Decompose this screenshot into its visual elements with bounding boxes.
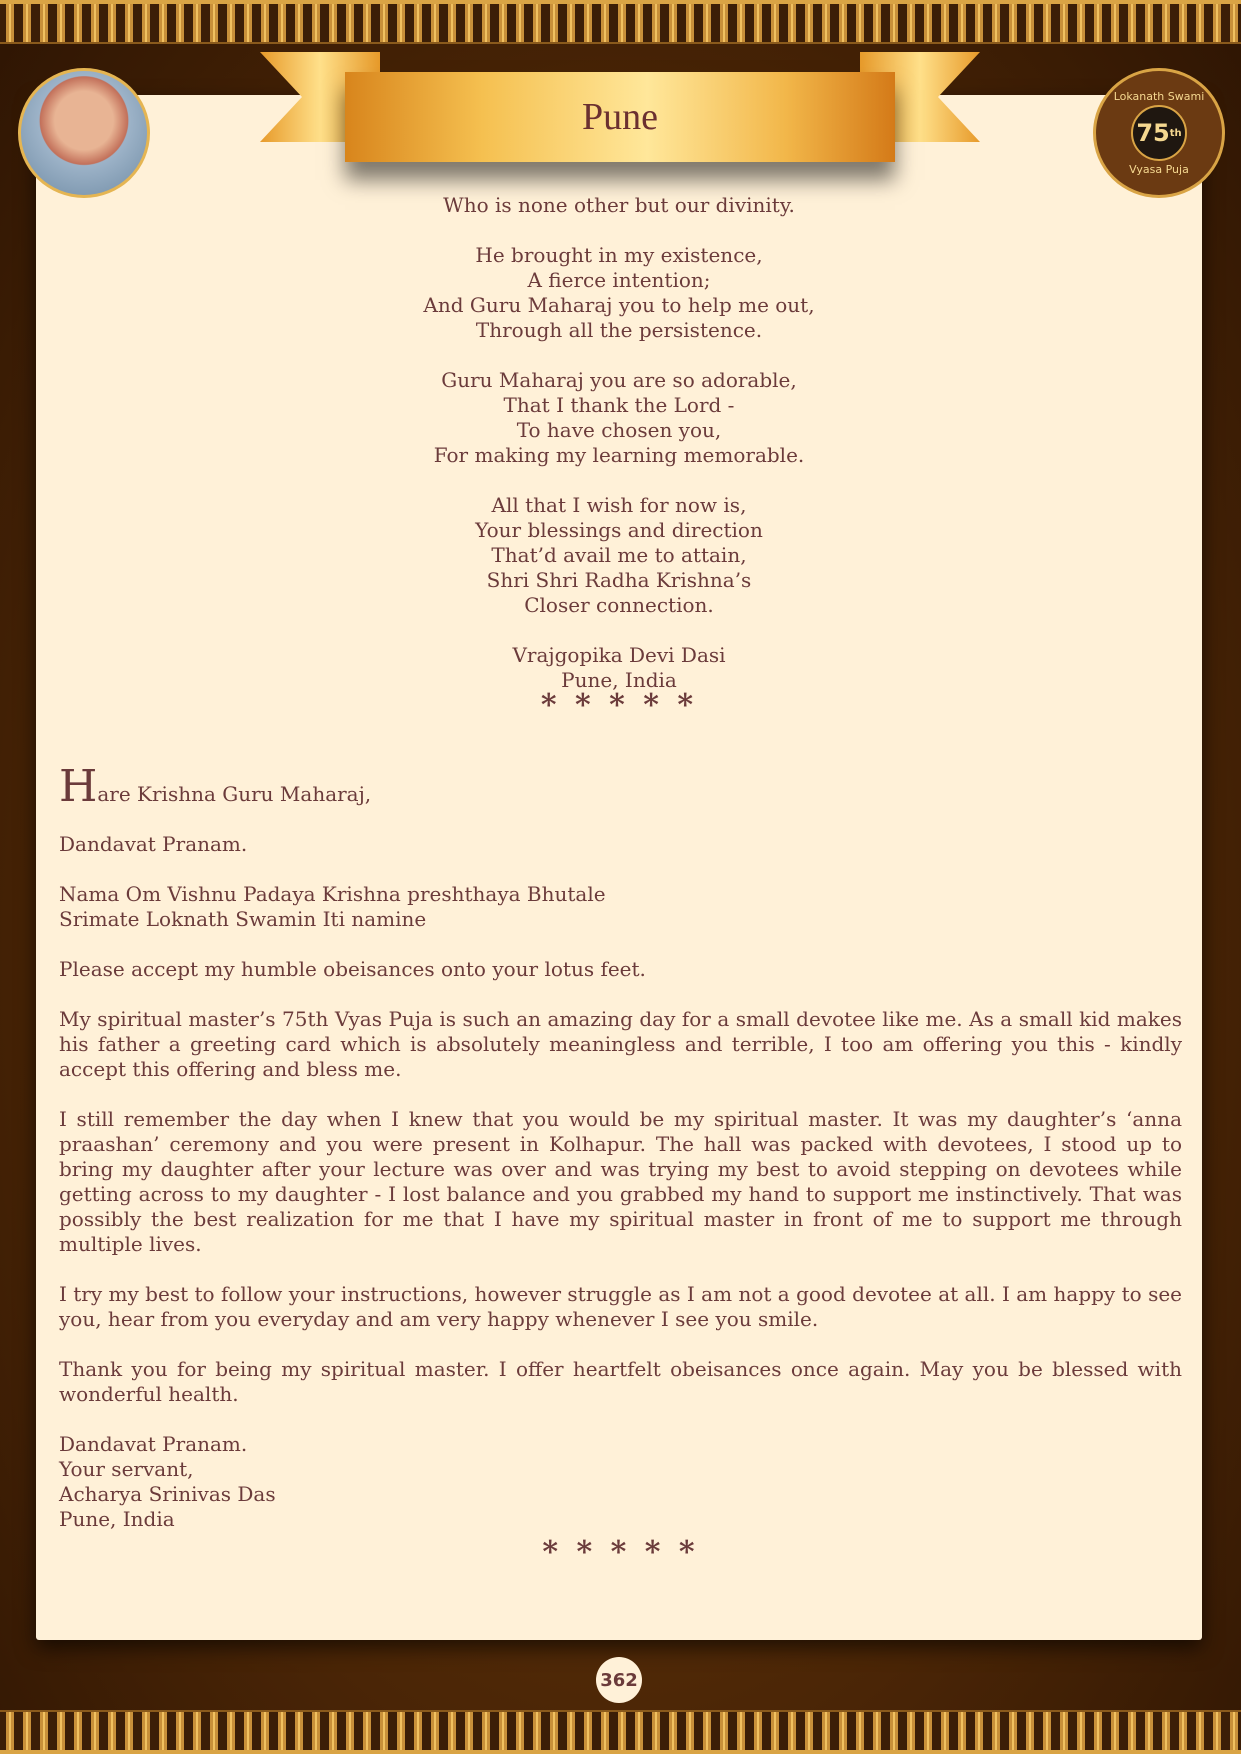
separator-stars: * * * * * <box>540 688 698 723</box>
poem-stanza <box>36 643 1202 693</box>
badge-number <box>1131 105 1187 161</box>
poem-line: For making my learning memorable. <box>433 443 805 467</box>
poem-stanza <box>36 368 1202 468</box>
page-title: Pune <box>582 96 658 138</box>
poem-line: A fierce intention; <box>527 268 711 292</box>
badge-bottom: Vyasa Puja <box>1129 163 1189 176</box>
poem-line: Through all the persistence. <box>475 318 763 342</box>
letter-line: Dandavat Pranam. <box>59 832 248 856</box>
letter-paragraph <box>59 1007 1182 1082</box>
poem-line: Shri Shri Radha Krishna’s <box>486 568 752 592</box>
vyasa-puja-badge <box>1093 68 1225 198</box>
greeting-text: are Krishna Guru Maharaj, <box>97 782 372 806</box>
poem-line: And Guru Maharaj you to help me out, <box>423 293 815 317</box>
poem-stanza <box>36 193 1202 218</box>
poem-line: All that I wish for now is, <box>491 493 747 517</box>
poem-line: To have chosen you, <box>516 418 722 442</box>
letter-line: Please accept my humble obeisances onto your lotus feet. <box>59 957 646 981</box>
badge-sup: th <box>1169 127 1182 139</box>
drop-cap: H <box>59 761 98 812</box>
letter-line: Srimate Loknath Swamin Iti namine <box>59 907 427 931</box>
badge-num-text: 75 <box>1136 119 1170 147</box>
badge-top: Lokanath Swami <box>1113 90 1205 103</box>
poem-line: Who is none other but our divinity. <box>443 193 795 217</box>
title-ribbon <box>345 72 895 162</box>
poem-stanza <box>36 493 1202 618</box>
letter-line: I try my best to follow your instructions, however struggle as I am not a good devotee at all. I am happy to see you, hear from you everyday and am very happy whenever I see you smile. <box>59 1282 1182 1331</box>
separator-stars: * * * * * <box>542 1535 699 1570</box>
letter-paragraph <box>59 957 1182 982</box>
poem-line: Vrajgopika Devi Dasi <box>512 643 726 667</box>
poem-line: Closer connection. <box>524 593 714 617</box>
letter <box>59 761 1182 1570</box>
top-ornamental-border <box>0 0 1241 44</box>
page-number: 362 <box>596 1657 642 1703</box>
letter-paragraph <box>59 882 1182 932</box>
greeting <box>59 761 1182 812</box>
poem-line: He brought in my existence, <box>475 243 763 267</box>
letter-line: I still remember the day when I knew that you would be my spiritual master. It was my daughter’s ‘anna praashan’ ceremony and you were present in Kolhapur. The hall was packed with devotees, I stood up to bring my daughter after your lecture was over and was trying my best to avoid stepping on devotees while getting across to my daughter - I lost balance and you grabbed my hand to support me instinctively. That was possibly the best realization for me that I have my spiritual master in front of me to support me through multiple lives. <box>59 1107 1182 1256</box>
letter-paragraph <box>59 1107 1182 1257</box>
letter-paragraph <box>59 832 1182 857</box>
letter-line: Pune, India <box>59 1507 175 1531</box>
poem-line: Guru Maharaj you are so adorable, <box>441 368 797 392</box>
poem-line: Pune, India <box>561 668 677 692</box>
letter-line: Acharya Srinivas Das <box>59 1482 276 1506</box>
letter-line: Nama Om Vishnu Padaya Krishna preshthaya Bhutale <box>59 882 606 906</box>
letter-paragraph <box>59 1357 1182 1407</box>
poem-line: Your blessings and direction <box>475 518 763 542</box>
letter-line: My spiritual master’s 75th Vyas Puja is such an amazing day for a small devotee like me. As a small kid makes his father a greeting card which is absolutely meaningless and terrible, I too am offering you this - kindly accept this offering and bless me. <box>59 1007 1182 1081</box>
poem-line: That’d avail me to attain, <box>491 543 747 567</box>
guru-portrait <box>18 68 150 198</box>
poem-stanza <box>36 243 1202 343</box>
letter-line: Your servant, <box>59 1457 194 1481</box>
poem-line: That I thank the Lord - <box>503 393 735 417</box>
letter-line: Dandavat Pranam. <box>59 1432 248 1456</box>
letter-paragraph <box>59 1282 1182 1332</box>
letter-line: Thank you for being my spiritual master. I offer heartfelt obeisances once again. May you be blessed with wonderful health. <box>59 1357 1182 1406</box>
letter-paragraph <box>59 1432 1182 1532</box>
poem <box>36 193 1202 723</box>
bottom-ornamental-border <box>0 1710 1241 1754</box>
